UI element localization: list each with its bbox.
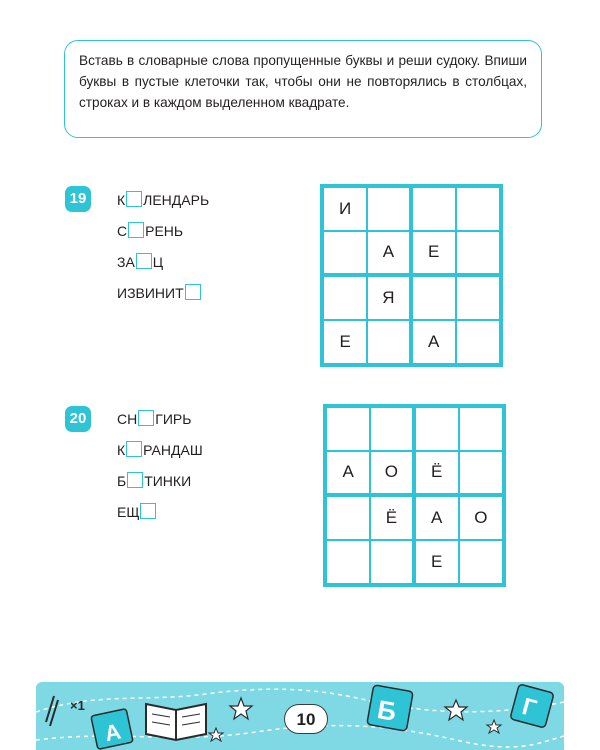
sudoku-cell[interactable]: А <box>415 496 459 540</box>
sudoku-cell[interactable] <box>326 407 370 451</box>
word-before: С <box>117 223 128 239</box>
sudoku-cell[interactable]: Ё <box>415 451 459 495</box>
sudoku-cell[interactable] <box>323 276 367 320</box>
pencil-icon <box>46 696 58 726</box>
svg-text:Г: Г <box>519 693 540 723</box>
letter-input-box[interactable] <box>128 222 144 238</box>
page-number: 10 <box>284 704 328 734</box>
sudoku-cell[interactable] <box>326 496 370 540</box>
sudoku-grid-20 <box>323 404 506 587</box>
sudoku-cell[interactable] <box>459 540 503 584</box>
word-item <box>117 283 209 314</box>
sudoku-cell[interactable] <box>456 187 500 231</box>
word-item <box>117 409 203 440</box>
task-number-20: 20 <box>65 406 91 432</box>
word-before: СН <box>117 411 138 427</box>
sudoku-cell[interactable]: И <box>323 187 367 231</box>
task-number-19: 19 <box>65 186 91 212</box>
word-after: ЛЕНДАРЬ <box>143 192 210 208</box>
letter-b-icon <box>367 685 413 731</box>
word-after: ТИНКИ <box>144 473 192 489</box>
word-after: РАНДАШ <box>143 442 203 458</box>
word-after: Ц <box>152 254 164 270</box>
word-before: ИЗВИНИТ <box>117 285 184 301</box>
sudoku-cell[interactable]: А <box>412 320 456 364</box>
sudoku-cell[interactable] <box>367 320 411 364</box>
word-item <box>117 502 203 533</box>
math-sign: ×1 <box>70 698 85 713</box>
sudoku-cell[interactable]: О <box>370 451 414 495</box>
sudoku-cell[interactable] <box>326 540 370 584</box>
sudoku-cell[interactable]: Е <box>415 540 459 584</box>
letter-g-icon <box>510 684 554 728</box>
sudoku-cell[interactable]: А <box>326 451 370 495</box>
word-item <box>117 440 203 471</box>
sudoku-cell[interactable]: О <box>459 496 503 540</box>
sudoku-cell[interactable]: Е <box>323 320 367 364</box>
sudoku-grid-19 <box>320 184 503 367</box>
instruction-text: Вставь в словарные слова пропущенные буквы и реши судоку. Впиши буквы в пустые клеточки так, чтобы они не повторялись в столбцах, строках и в каждом выделенном квадрате. <box>79 53 527 110</box>
sudoku-cell[interactable] <box>323 231 367 275</box>
letter-input-box[interactable] <box>127 472 143 488</box>
word-item <box>117 252 209 283</box>
letter-input-box[interactable] <box>126 441 142 457</box>
letter-a-icon <box>91 709 133 750</box>
sudoku-cell[interactable] <box>412 187 456 231</box>
sudoku-cell[interactable]: Ё <box>370 496 414 540</box>
footer-band <box>36 682 564 750</box>
letter-input-box[interactable] <box>126 191 142 207</box>
word-before: К <box>117 192 126 208</box>
word-list-20 <box>117 409 203 533</box>
letter-input-box[interactable] <box>138 410 154 426</box>
letter-input-box[interactable] <box>140 503 156 519</box>
sudoku-cell[interactable] <box>412 276 456 320</box>
word-before: Б <box>117 473 127 489</box>
star-icon <box>445 700 467 720</box>
word-item <box>117 190 209 221</box>
word-before: ЗА <box>117 254 135 270</box>
word-after: РЕНЬ <box>145 223 184 239</box>
word-before: ЕЩ <box>117 504 140 520</box>
word-after: ГИРЬ <box>155 411 192 427</box>
word-item <box>117 471 203 502</box>
sudoku-cell[interactable] <box>456 320 500 364</box>
sudoku-cell[interactable]: Я <box>367 276 411 320</box>
open-book-icon <box>146 704 206 740</box>
word-list-19 <box>117 190 209 314</box>
letter-input-box[interactable] <box>185 284 201 300</box>
sudoku-cell[interactable] <box>370 407 414 451</box>
sudoku-cell[interactable] <box>459 407 503 451</box>
instruction-box <box>64 40 542 138</box>
sudoku-cell[interactable]: А <box>367 231 411 275</box>
sudoku-cell[interactable] <box>367 187 411 231</box>
word-before: К <box>117 442 126 458</box>
sudoku-cell[interactable] <box>370 540 414 584</box>
star-icon <box>230 698 252 719</box>
svg-text:Б: Б <box>375 694 399 727</box>
sudoku-cell[interactable] <box>459 451 503 495</box>
star-icon <box>487 720 501 733</box>
star-icon <box>209 728 223 741</box>
letter-input-box[interactable] <box>136 253 152 269</box>
word-item <box>117 221 209 252</box>
sudoku-cell[interactable] <box>456 276 500 320</box>
sudoku-cell[interactable]: Е <box>412 231 456 275</box>
svg-text:А: А <box>102 718 124 747</box>
sudoku-cell[interactable] <box>415 407 459 451</box>
sudoku-cell[interactable] <box>456 231 500 275</box>
